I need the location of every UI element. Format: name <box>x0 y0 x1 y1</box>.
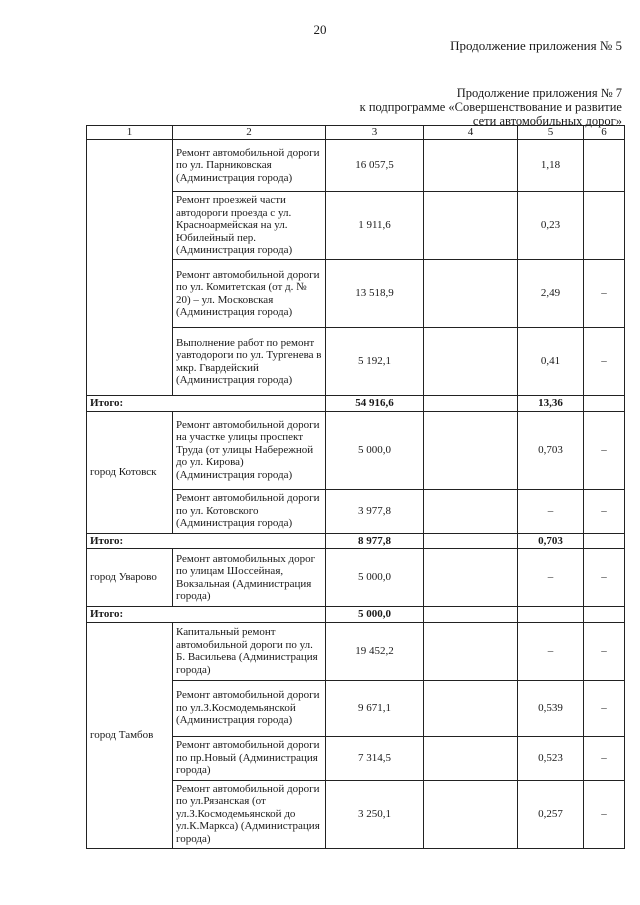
total-amount: 8 977,8 <box>326 533 424 549</box>
length-cell: 0,23 <box>518 192 584 260</box>
work-description: Ремонт автомобильной дороги по ул. Комитетская (от д. № 20) – ул. Московская (Администрация города) <box>173 260 326 328</box>
road-repair-table <box>86 125 625 849</box>
work-description: Ремонт автомобильной дороги по ул.З.Космодемьянской (Администрация города) <box>173 680 326 736</box>
table-row <box>87 411 625 489</box>
column-6-cell: – <box>584 736 625 780</box>
work-description: Капитальный ремонт автомобильной дороги по ул. Б. Васильева (Администрация города) <box>173 622 326 680</box>
column-4-cell <box>424 680 518 736</box>
column-4-cell <box>424 192 518 260</box>
column-4-cell <box>424 411 518 489</box>
continuation-appendix-5: Продолжение приложения № 5 <box>450 38 622 53</box>
total-length <box>518 607 584 623</box>
column-6-cell: – <box>584 622 625 680</box>
column-6-cell: – <box>584 489 625 533</box>
column-6-cell: – <box>584 780 625 848</box>
column-4-cell <box>424 549 518 607</box>
location-cell: город Уварово <box>87 549 173 607</box>
column-6-cell: – <box>584 260 625 328</box>
length-cell: – <box>518 489 584 533</box>
amount-cell: 13 518,9 <box>326 260 424 328</box>
total-row <box>87 533 625 549</box>
column-6-cell: – <box>584 680 625 736</box>
total-row <box>87 396 625 412</box>
column-header: 3 <box>326 126 424 140</box>
location-cell: город Котовск <box>87 411 173 533</box>
column-4-cell <box>424 736 518 780</box>
amount-cell: 5 000,0 <box>326 411 424 489</box>
amount-cell: 19 452,2 <box>326 622 424 680</box>
length-cell: 2,49 <box>518 260 584 328</box>
amount-cell: 5 192,1 <box>326 328 424 396</box>
work-description: Ремонт автомобильной дороги на участке улицы проспект Труда (от улицы Набережной до ул. Кирова) (Администрация города) <box>173 411 326 489</box>
column-6-cell: – <box>584 328 625 396</box>
column-header: 6 <box>584 126 625 140</box>
work-description: Выполнение работ по ремонт уавтодороги по ул. Тургенева в мкр. Гвардейский (Администрация города) <box>173 328 326 396</box>
page-number: 20 <box>313 22 327 37</box>
column-6-cell <box>584 396 625 412</box>
column-4-cell <box>424 489 518 533</box>
table-row <box>87 622 625 680</box>
column-4-cell <box>424 260 518 328</box>
column-4-cell <box>424 328 518 396</box>
length-cell: 1,18 <box>518 140 584 192</box>
total-label: Итого: <box>87 533 326 549</box>
column-6-cell: – <box>584 549 625 607</box>
column-4-cell <box>424 780 518 848</box>
column-header: 4 <box>424 126 518 140</box>
column-header: 2 <box>173 126 326 140</box>
column-4-cell <box>424 622 518 680</box>
total-length: 13,36 <box>518 396 584 412</box>
column-6-cell <box>584 192 625 260</box>
column-header: 5 <box>518 126 584 140</box>
column-4-cell <box>424 140 518 192</box>
column-4-cell <box>424 607 518 623</box>
column-6-cell <box>584 140 625 192</box>
length-cell: – <box>518 549 584 607</box>
appendix-7-line-1: Продолжение приложения № 7 <box>456 86 622 100</box>
work-description: Ремонт автомобильной дороги по пр.Новый (Администрация города) <box>173 736 326 780</box>
column-6-cell: – <box>584 411 625 489</box>
work-description: Ремонт автомобильной дороги по ул. Парниковская (Администрация города) <box>173 140 326 192</box>
appendix-7-heading <box>302 86 622 128</box>
column-6-cell <box>584 533 625 549</box>
length-cell: 0,257 <box>518 780 584 848</box>
length-cell: 0,523 <box>518 736 584 780</box>
length-cell: 0,41 <box>518 328 584 396</box>
work-description: Ремонт автомобильной дороги по ул. Котовского (Администрация города) <box>173 489 326 533</box>
length-cell: – <box>518 622 584 680</box>
total-label: Итого: <box>87 396 326 412</box>
amount-cell: 9 671,1 <box>326 680 424 736</box>
column-6-cell <box>584 607 625 623</box>
amount-cell: 3 250,1 <box>326 780 424 848</box>
column-number-row <box>87 126 625 140</box>
length-cell: 0,703 <box>518 411 584 489</box>
amount-cell: 1 911,6 <box>326 192 424 260</box>
table-row <box>87 549 625 607</box>
amount-cell: 16 057,5 <box>326 140 424 192</box>
column-4-cell <box>424 533 518 549</box>
total-amount: 54 916,6 <box>326 396 424 412</box>
work-description: Ремонт проезжей части автодороги проезда с ул. Красноармейская на ул. Юбилейный пер. (Администрация города) <box>173 192 326 260</box>
total-label: Итого: <box>87 607 326 623</box>
location-cell <box>87 140 173 396</box>
amount-cell: 7 314,5 <box>326 736 424 780</box>
work-description: Ремонт автомобильной дороги по ул.Рязанская (от ул.З.Космодемьянской до ул.К.Маркса) (Администрация города) <box>173 780 326 848</box>
column-header: 1 <box>87 126 173 140</box>
work-description: Ремонт автомобильных дорог по улицам Шоссейная, Вокзальная (Администрация города) <box>173 549 326 607</box>
amount-cell: 5 000,0 <box>326 549 424 607</box>
length-cell: 0,539 <box>518 680 584 736</box>
total-amount: 5 000,0 <box>326 607 424 623</box>
appendix-7-line-2: к подпрограмме «Совершенствование и развитие <box>359 100 622 114</box>
appendix-7-line-3: сети автомобильных дорог» <box>472 114 622 128</box>
total-length: 0,703 <box>518 533 584 549</box>
column-4-cell <box>424 396 518 412</box>
total-row <box>87 607 625 623</box>
amount-cell: 3 977,8 <box>326 489 424 533</box>
table-row <box>87 140 625 192</box>
location-cell: город Тамбов <box>87 622 173 848</box>
